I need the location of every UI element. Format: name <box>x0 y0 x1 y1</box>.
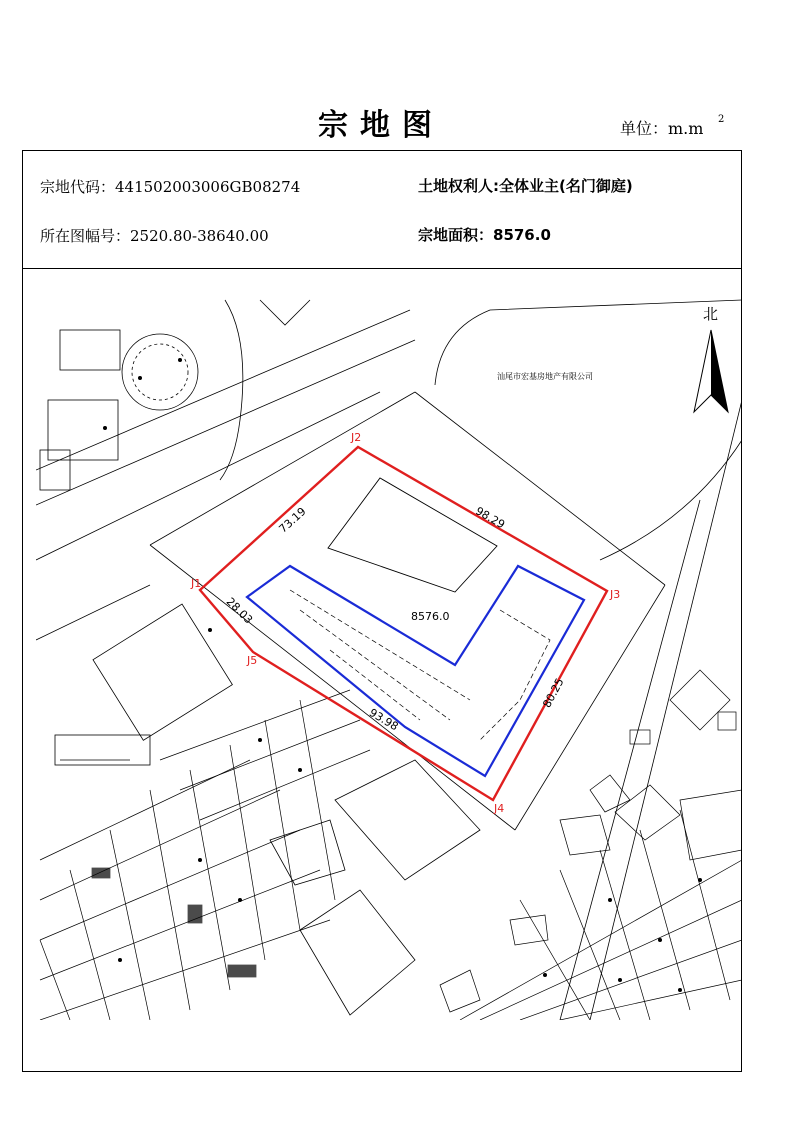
existing-building-outline <box>328 478 497 592</box>
parcel-boundary <box>200 447 607 800</box>
point-j1-label: J1 <box>191 577 202 590</box>
point-j3-label: J3 <box>610 588 621 601</box>
unit-label: 单位：m.m <box>620 119 704 138</box>
parcel-code: 宗地代码：441502003006GB08274 <box>40 178 301 196</box>
edge-j5-j1-length: 28.03 <box>223 595 256 627</box>
map-sheet-number: 所在图幅号：2520.80-38640.00 <box>40 227 269 245</box>
point-j4-label: J4 <box>494 802 505 815</box>
parcel-area: 宗地面积：8576.0 <box>418 226 551 244</box>
edge-j1-j2-length: 73.19 <box>276 504 309 536</box>
north-arrow-icon <box>694 330 728 412</box>
north-label: 北 <box>703 305 719 323</box>
edge-j2-j3-length: 98.29 <box>473 504 508 532</box>
point-j5-label: J5 <box>247 654 258 667</box>
unit-superscript: 2 <box>718 114 725 125</box>
base-map-linework <box>36 300 742 1020</box>
edge-j4-j5-length: 93.98 <box>366 705 401 734</box>
page-title: 宗地图 <box>318 108 444 143</box>
point-j2-label: J2 <box>351 431 362 444</box>
edge-j3-j4-length: 80.25 <box>540 676 567 710</box>
neighbor-company-label: 汕尾市宏基房地产有限公司 <box>497 372 593 381</box>
parcel-area-label: 8576.0 <box>411 610 450 623</box>
land-owner: 土地权利人:全体业主(名门御庭) <box>418 177 633 195</box>
